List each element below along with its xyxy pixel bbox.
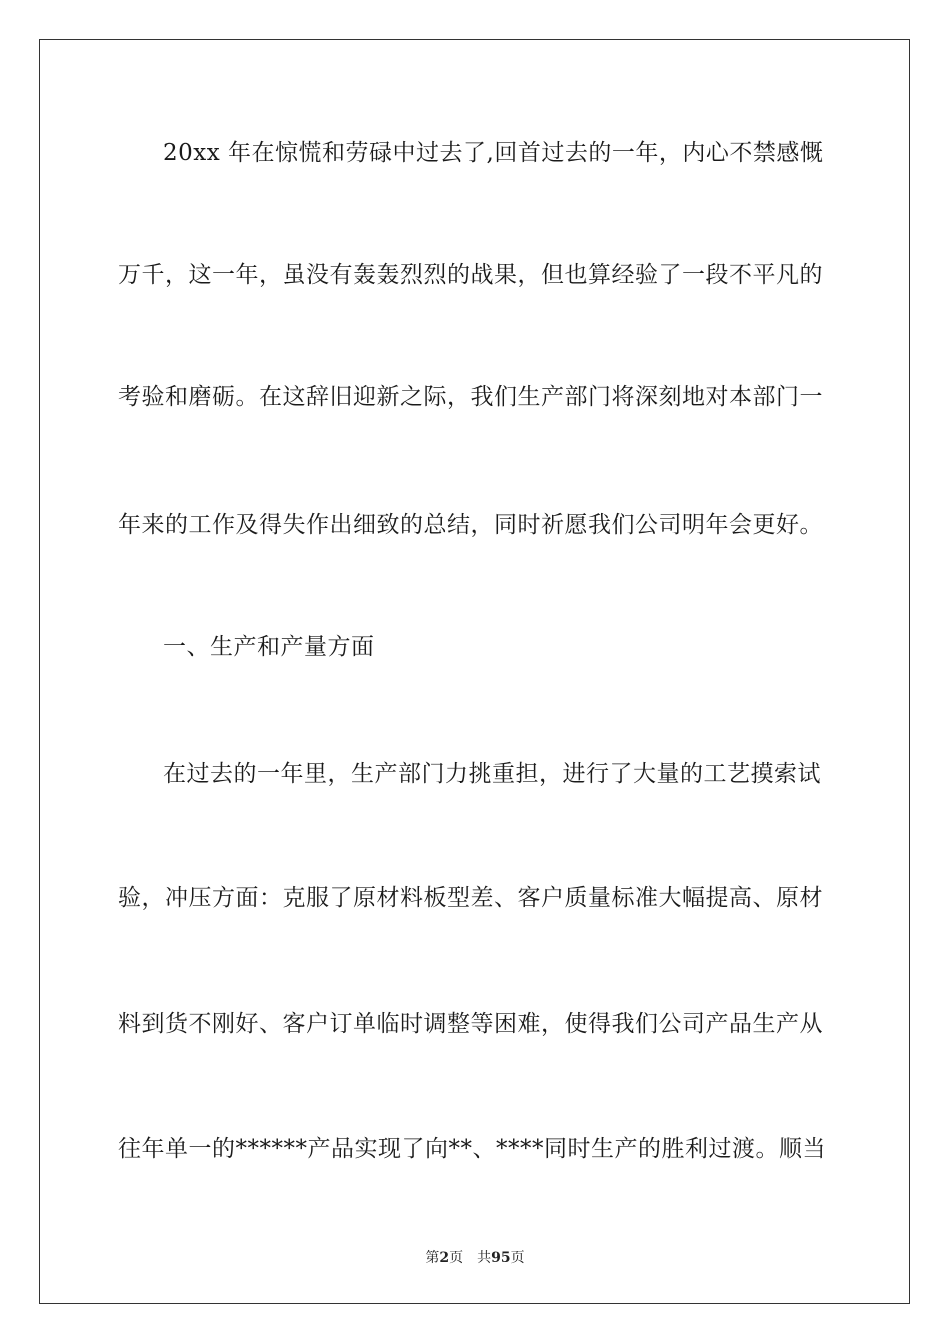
paragraph-2-line-2: 验，冲压方面：克服了原材料板型差、客户质量标准大幅提高、原材 [118, 885, 823, 911]
paragraph-1-line-2: 万千，这一年，虽没有轰轰烈烈的战果，但也算经验了一段不平凡的 [118, 262, 823, 288]
total-suffix: 页 [510, 1250, 525, 1266]
paragraph-1-line-3: 考验和磨砺。在这辞旧迎新之际，我们生产部门将深刻地对本部门一 [118, 384, 823, 410]
page-suffix: 页 [449, 1250, 464, 1266]
page-border [39, 39, 910, 1304]
total-prefix: 共 [477, 1250, 492, 1266]
paragraph-2-line-1: 在过去的一年里，生产部门力挑重担，进行了大量的工艺摸索试 [163, 761, 821, 787]
paragraph-1-line-1: 20xx 年在惊慌和劳碌中过去了,回首过去的一年，内心不禁感慨 [163, 140, 824, 166]
paragraph-2-line-3: 料到货不刚好、客户订单临时调整等困难，使得我们公司产品生产从 [118, 1011, 823, 1037]
page-number: 2 [439, 1250, 450, 1266]
page-footer [0, 1247, 950, 1267]
paragraph-1-line-4: 年来的工作及得失作出细致的总结，同时祈愿我们公司明年会更好。 [118, 512, 823, 538]
total-pages: 95 [491, 1250, 511, 1266]
paragraph-2-line-4: 往年单一的******产品实现了向**、****同时生产的胜利过渡。顺当 [118, 1136, 826, 1162]
page-prefix: 第 [425, 1250, 440, 1266]
section-heading: 一、生产和产量方面 [163, 634, 375, 660]
